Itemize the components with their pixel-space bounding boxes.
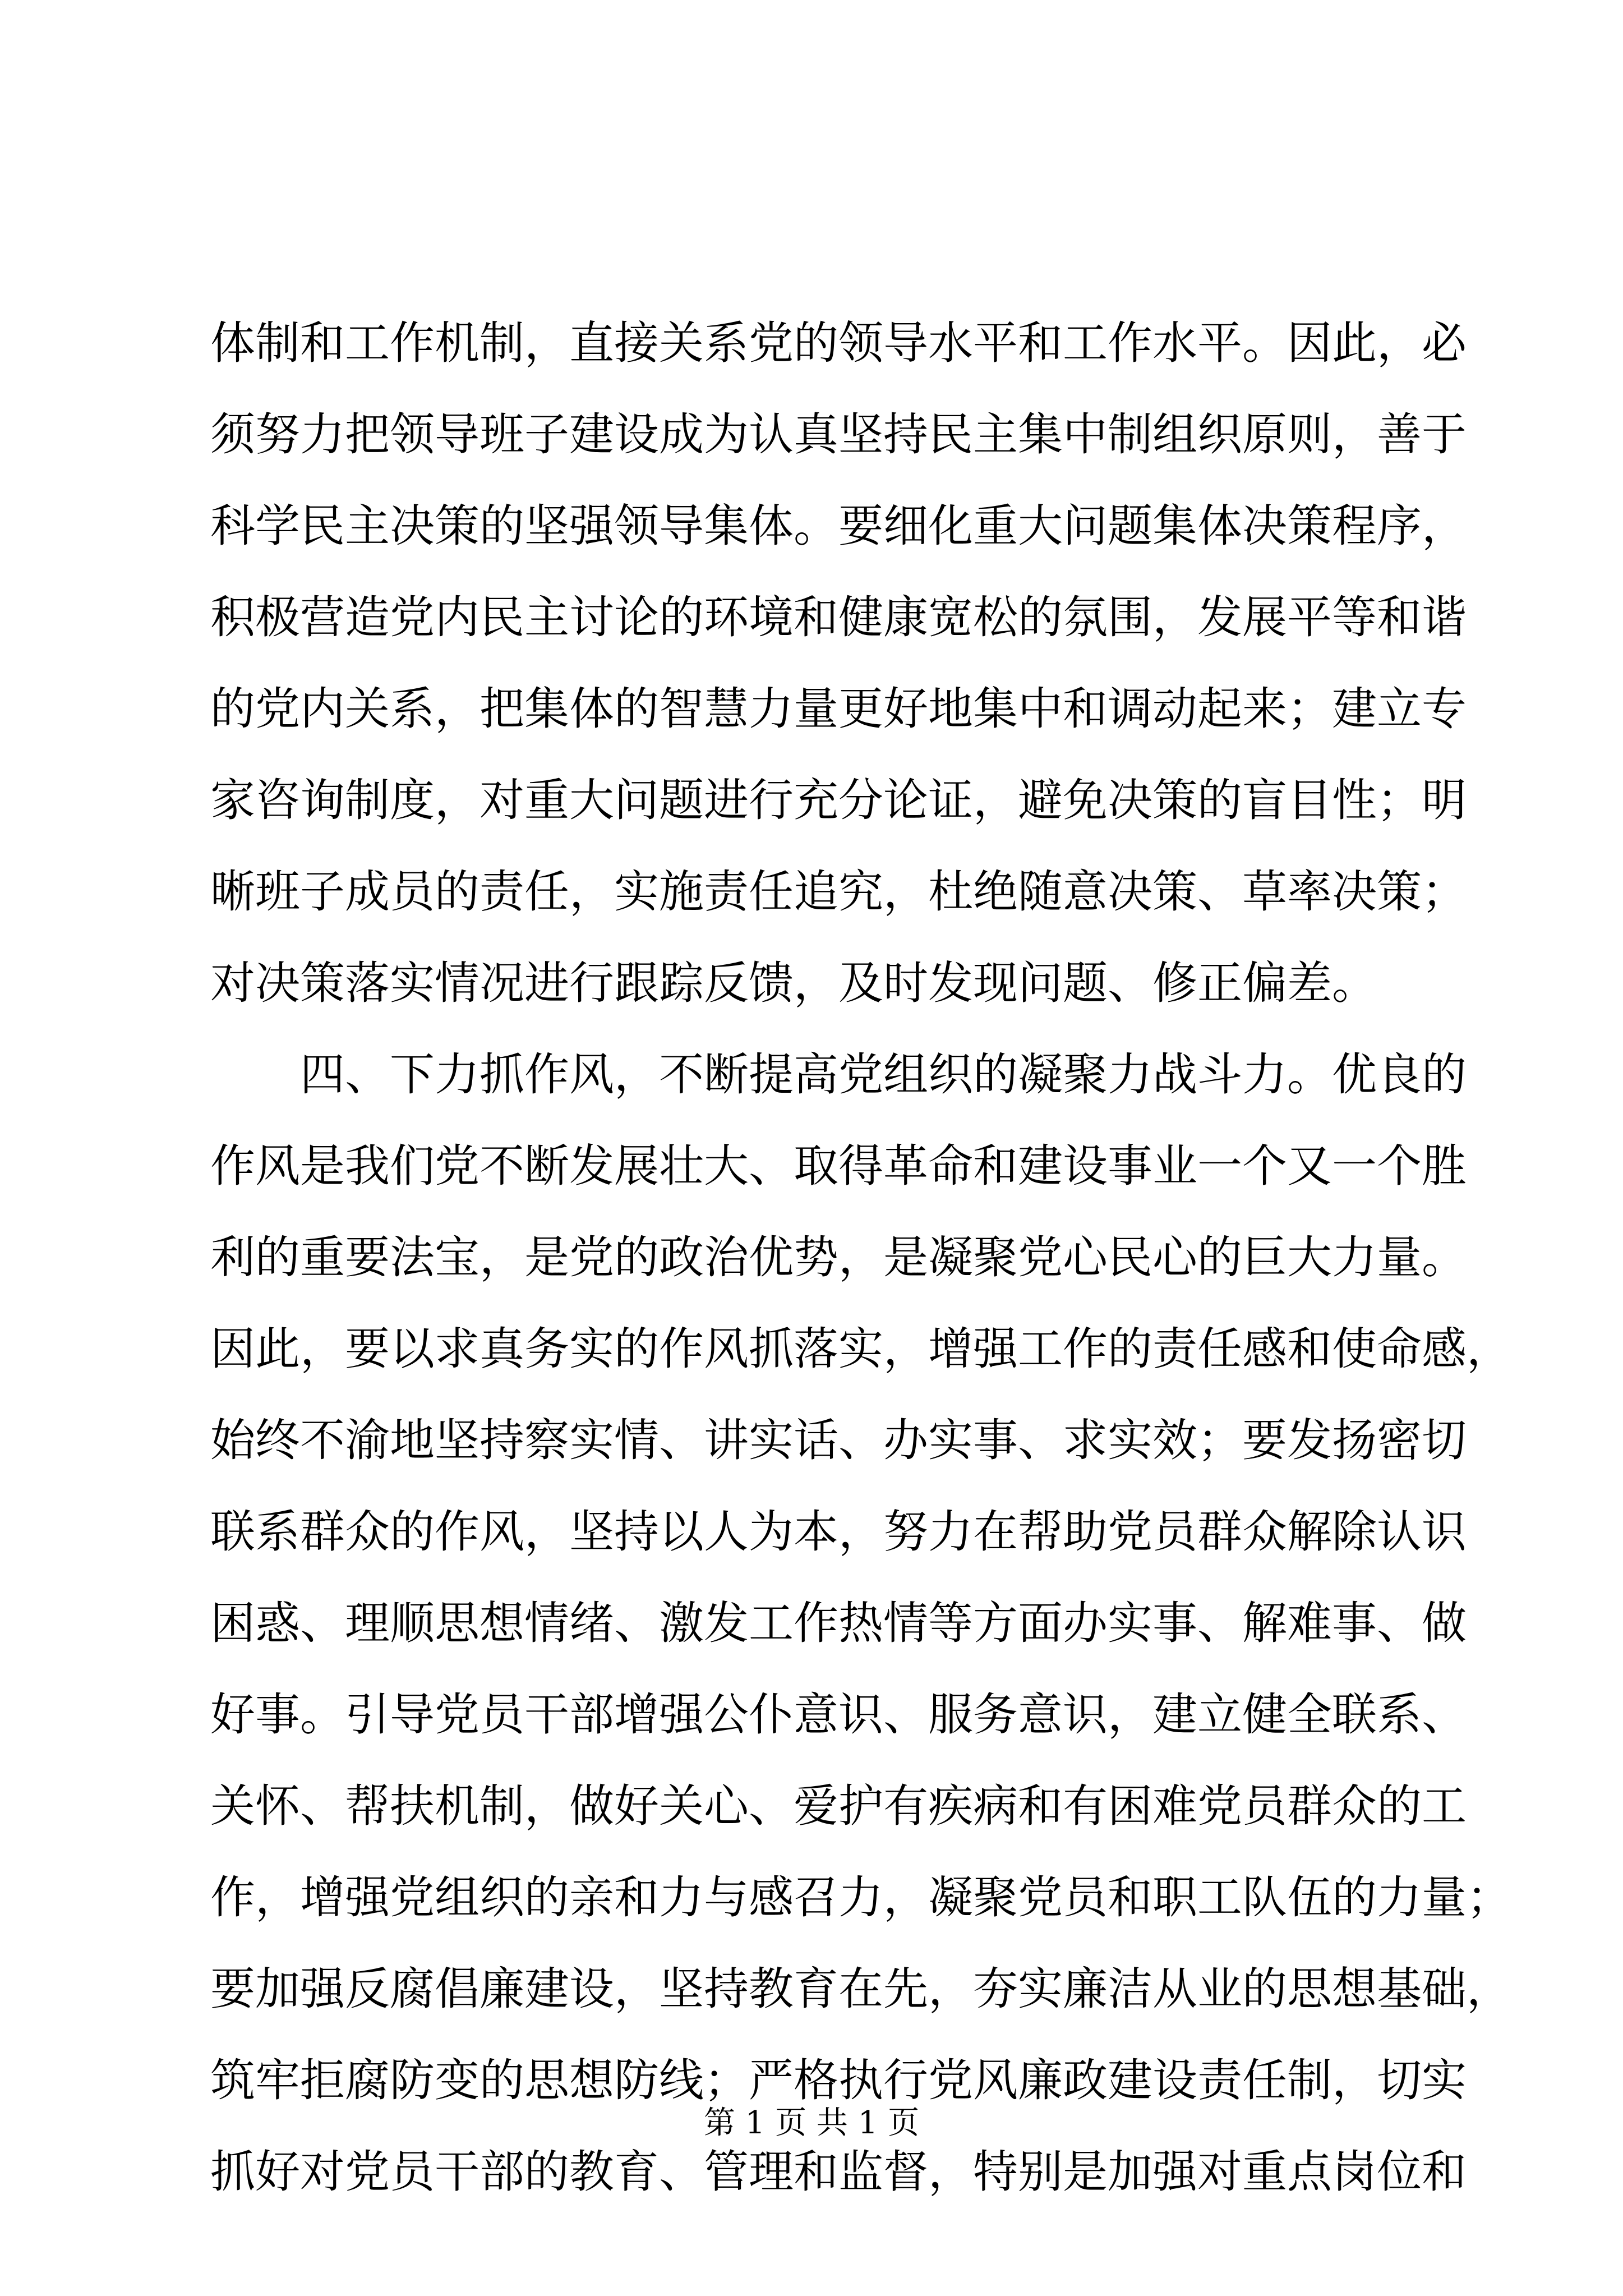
text-line: 联系群众的作风，坚持以人为本，努力在帮助党员群众解除认识	[210, 1506, 1467, 1558]
text-line: 始终不渝地坚持察实情、讲实话、办实事、求实效；要发扬密切	[210, 1414, 1467, 1466]
text-line: 筑牢拒腐防变的思想防线；严格执行党风廉政建设责任制，切实	[210, 2054, 1467, 2106]
page-footer: 第 1 页 共 1 页	[703, 2105, 920, 2141]
text-line: 体制和工作机制，直接关系党的领导水平和工作水平。因此，必	[210, 317, 1467, 369]
text-line: 晰班子成员的责任，实施责任追究，杜绝随意决策、草率决策；	[210, 866, 1467, 918]
text-line: 抓好对党员干部的教育、管理和监督，特别是加强对重点岗位和	[210, 2146, 1467, 2198]
text-line: 四、下力抓作风，不断提高党组织的凝聚力战斗力。优良的	[300, 1048, 1467, 1101]
text-line: 困惑、理顺思想情绪、激发工作热情等方面办实事、解难事、做	[210, 1597, 1467, 1649]
text-line: 好事。引导党员干部增强公仆意识、服务意识，建立健全联系、	[210, 1688, 1467, 1741]
text-line: 积极营造党内民主讨论的环境和健康宽松的氛围，发展平等和谐	[210, 591, 1467, 643]
text-line: 对决策落实情况进行跟踪反馈，及时发现问题、修正偏差。	[210, 957, 1377, 1009]
text-line: 家咨询制度，对重大问题进行充分论证，避免决策的盲目性；明	[210, 774, 1467, 826]
text-line: 作，增强党组织的亲和力与感召力，凝聚党员和职工队伍的力量；	[210, 1871, 1511, 1924]
text-line: 科学民主决策的坚强领导集体。要细化重大问题集体决策程序，	[210, 500, 1467, 552]
text-line: 作风是我们党不断发展壮大、取得革命和建设事业一个又一个胜	[210, 1140, 1467, 1192]
text-line: 因此，要以求真务实的作风抓落实，增强工作的责任感和使命感，	[210, 1323, 1511, 1375]
text-line: 的党内关系，把集体的智慧力量更好地集中和调动起来；建立专	[210, 683, 1467, 735]
body-text	[210, 297, 1511, 2217]
text-line: 须努力把领导班子建设成为认真坚持民主集中制组织原则，善于	[210, 408, 1467, 461]
text-line: 利的重要法宝，是党的政治优势，是凝聚党心民心的巨大力量。	[210, 1231, 1467, 1283]
text-line: 要加强反腐倡廉建设，坚持教育在先，夯实廉洁从业的思想基础，	[210, 1963, 1511, 2015]
text-line: 关怀、帮扶机制，做好关心、爱护有疾病和有困难党员群众的工	[210, 1780, 1467, 1832]
